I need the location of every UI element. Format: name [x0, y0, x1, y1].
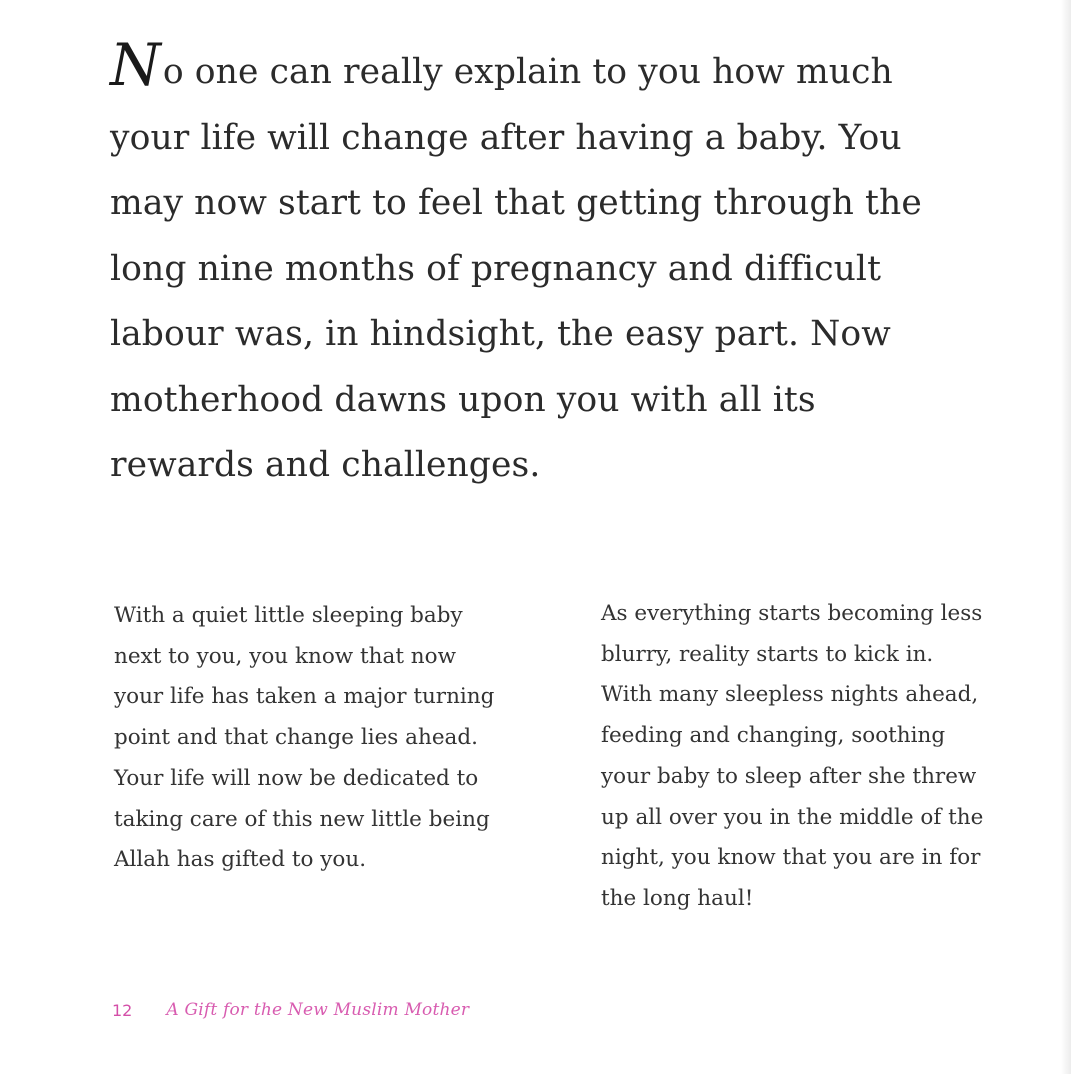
- intro-line: [110, 31, 1010, 106]
- intro-line: motherhood dawns upon you with all its: [110, 379, 816, 420]
- intro-line: labour was, in hindsight, the easy part. Now: [110, 314, 891, 354]
- right-column-line: up all over you in the middle of the: [601, 804, 984, 830]
- right-column-line: the long haul!: [601, 885, 754, 911]
- left-column-line: next to you, you know that now: [114, 643, 456, 669]
- left-column-line: taking care of this new little being: [114, 806, 490, 832]
- intro-paragraph: [110, 31, 1010, 499]
- left-column-line: your life has taken a major turning: [114, 684, 495, 710]
- right-column-line: blurry, reality starts to kick in.: [601, 641, 934, 667]
- page-number: 12: [112, 1000, 133, 1020]
- right-column-line: feeding and changing, soothing: [601, 723, 946, 749]
- left-column-paragraph: [114, 596, 574, 881]
- running-title: A Gift for the New Muslim Mother: [166, 1000, 470, 1020]
- right-column-line: As everything starts becoming less: [601, 601, 983, 626]
- drop-cap: N: [110, 31, 161, 99]
- right-column-line: With many sleepless nights ahead,: [601, 682, 979, 708]
- page-footer: [112, 995, 469, 1025]
- right-column-paragraph: [601, 594, 1051, 920]
- left-column-line: Allah has gifted to you.: [114, 847, 367, 873]
- left-column-line: Your life will now be dedicated to: [114, 765, 479, 791]
- right-column-line: your baby to sleep after she threw: [601, 763, 977, 789]
- intro-line: rewards and challenges.: [110, 445, 541, 485]
- intro-line: long nine months of pregnancy and difficult: [110, 248, 882, 289]
- left-column-line: With a quiet little sleeping baby: [114, 603, 463, 628]
- page-edge: [1061, 0, 1071, 1074]
- left-column-line: point and that change lies ahead.: [114, 725, 478, 751]
- right-column-line: night, you know that you are in for: [601, 845, 981, 871]
- intro-line: your life will change after having a baby. You: [110, 117, 902, 158]
- intro-line-text: o one can really explain to you how much: [162, 52, 893, 92]
- intro-line: may now start to feel that getting through the: [110, 183, 922, 223]
